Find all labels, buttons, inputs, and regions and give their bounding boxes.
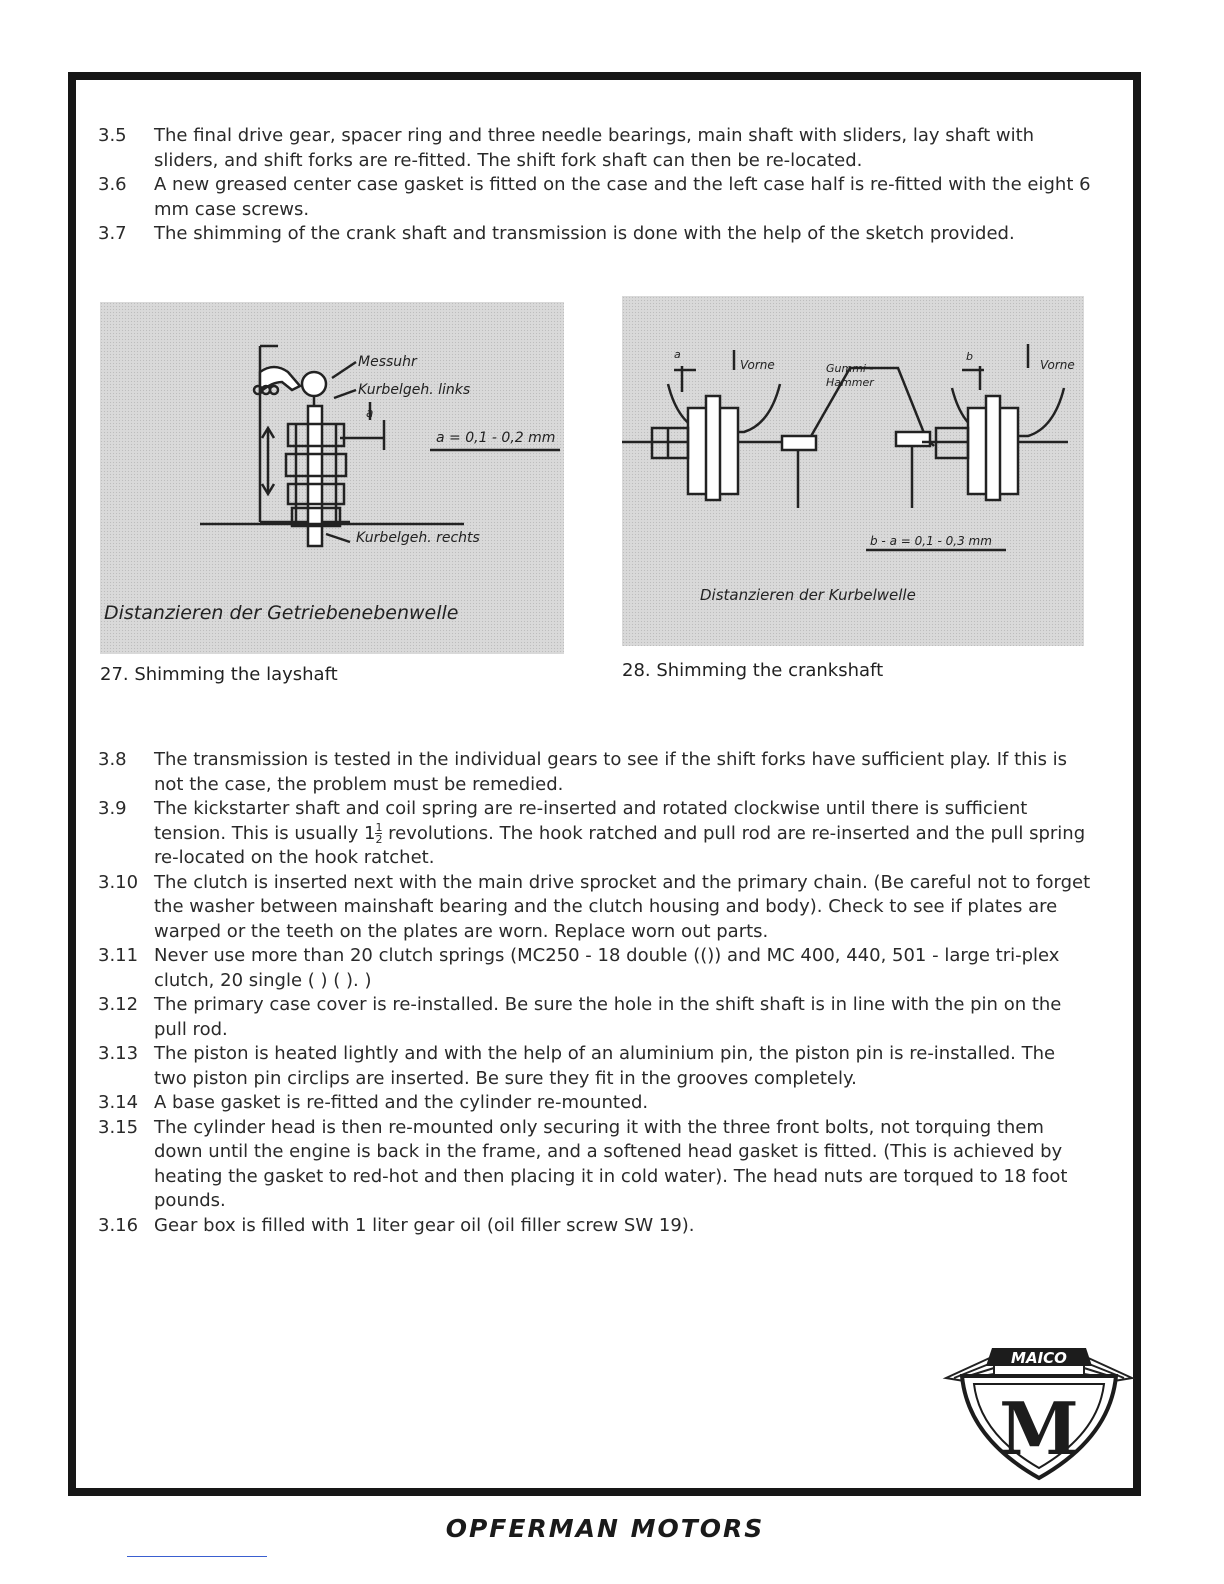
maico-logo (942, 1342, 1136, 1482)
step-text: The primary case cover is re-installed. Be sure the hole in the shift shaft is in line with the pin on the pull rod. (154, 994, 1062, 1040)
step-3-14 (76, 1091, 1133, 1116)
label-b: b (966, 350, 973, 363)
label-hammer: Hammer (826, 376, 874, 389)
step-3-11 (76, 944, 1133, 993)
figure-title: Distanzieren der Getriebenebenwelle (104, 602, 459, 624)
step-number: 3.12 (98, 994, 139, 1015)
step-number: 3.11 (98, 945, 139, 966)
step-3-9 (76, 797, 1133, 871)
fraction-numerator: 1 (375, 821, 383, 834)
step-number: 3.5 (98, 125, 127, 146)
logo-letter: M (999, 1386, 1079, 1471)
step-text: A new greased center case gasket is fitted on the case and the left case half is re-fitted with the eight 6 mm case screws. (154, 174, 1091, 220)
step-text: The shimming of the crank shaft and transmission is done with the help of the sketch provided. (154, 223, 1015, 244)
step-3-6 (76, 173, 1133, 222)
step-text: The clutch is inserted next with the main drive sprocket and the primary chain. (Be careful not to forget the washer between mainshaft bearing and the clutch housing and body). Check to see if plates are warped or the teeth on the plates are worn. Replace worn out parts. (154, 871, 1091, 942)
step-text: The piston is heated lightly and with the help of an aluminium pin, the piston pin is re-installed. The two piston pin circlips are inserted. Be sure they fit in the grooves completely. (154, 1043, 1056, 1089)
fraction-denominator: 2 (375, 833, 383, 846)
footer-link-underline[interactable] (127, 1556, 267, 1557)
label-a: a (366, 406, 374, 420)
step-3-15 (76, 1116, 1133, 1214)
step-number: 3.15 (98, 1116, 139, 1138)
label-kurbelgeh-links: Kurbelgeh. links (358, 382, 471, 398)
step-3-13 (76, 1042, 1133, 1091)
step-text: A base gasket is re-fitted and the cylinder re-mounted. (154, 1092, 649, 1113)
step-text-before: The kickstarter shaft and coil spring are re-inserted and rotated clockwise until there is sufficient tension. This is usually 1 (154, 798, 1028, 844)
label-a: a (674, 348, 681, 361)
figure-layshaft-shimming (100, 302, 564, 654)
step-text: Never use more than 20 clutch springs (MC250 - 18 double (()) and MC 400, 440, 501 - large tri-plex clutch, 20 single ( ) ( ). ) (154, 945, 1060, 991)
step-number: 3.7 (98, 223, 127, 244)
steps-bottom (76, 748, 1133, 1238)
step-3-12 (76, 993, 1133, 1042)
step-number: 3.14 (98, 1092, 139, 1113)
label-measure-a: a = 0,1 - 0,2 mm (436, 430, 556, 446)
step-3-7 (76, 222, 1133, 247)
label-vorne-left: Vorne (740, 358, 775, 372)
step-text: The cylinder head is then re-mounted only securing it with the three front bolts, not torquing them down until the engine is back in the frame, and a softened head gasket is fitted. (This is achieved by heating the gasket to red-hot and then placing it in cold water). The head nuts are torqued to 18 foot pounds. (154, 1116, 1068, 1211)
step-3-10 (76, 871, 1133, 945)
step-number: 3.13 (98, 1043, 139, 1064)
step-text: The final drive gear, spacer ring and three needle bearings, main shaft with sliders, lay shaft with sliders, and shift forks are re-fitted. The shift fork shaft can then be re-located. (154, 125, 1035, 171)
label-messuhr: Messuhr (358, 354, 417, 370)
step-number: 3.6 (98, 174, 127, 195)
step-text: Gear box is filled with 1 liter gear oil (oil filler screw SW 19). (154, 1214, 695, 1236)
figure-caption: 28. Shimming the crankshaft (622, 660, 884, 681)
step-text-after: revolutions. The hook ratched and pull rod are re-inserted and the pull spring re-located on the hook ratchet. (154, 822, 1086, 868)
figure-crankshaft-shimming (622, 296, 1084, 646)
step-number: 3.10 (98, 871, 139, 893)
page-frame (68, 72, 1141, 1496)
footer-brand: OPFERMAN MOTORS (445, 1514, 765, 1543)
label-vorne-right: Vorne (1040, 358, 1075, 372)
step-number: 3.9 (98, 798, 127, 819)
steps-top (76, 124, 1133, 247)
step-number: 3.8 (98, 749, 127, 770)
step-3-16 (76, 1214, 1133, 1239)
logo-text: MAICO (1011, 1349, 1067, 1367)
figure-caption: 27. Shimming the layshaft (100, 664, 338, 685)
figure-title: Distanzieren der Kurbelwelle (700, 586, 916, 604)
step-3-5 (76, 124, 1133, 173)
label-kurbelgeh-rechts: Kurbelgeh. rechts (356, 530, 480, 546)
step-text: The transmission is tested in the individual gears to see if the shift forks have sufficient play. If this is not the case, the problem must be remedied. (154, 749, 1068, 795)
step-3-8 (76, 748, 1133, 797)
step-number: 3.16 (98, 1214, 139, 1236)
label-gummi: Gummi - (826, 362, 874, 375)
step-text (154, 797, 1093, 871)
label-measure-b: b - a = 0,1 - 0,3 mm (870, 534, 992, 548)
